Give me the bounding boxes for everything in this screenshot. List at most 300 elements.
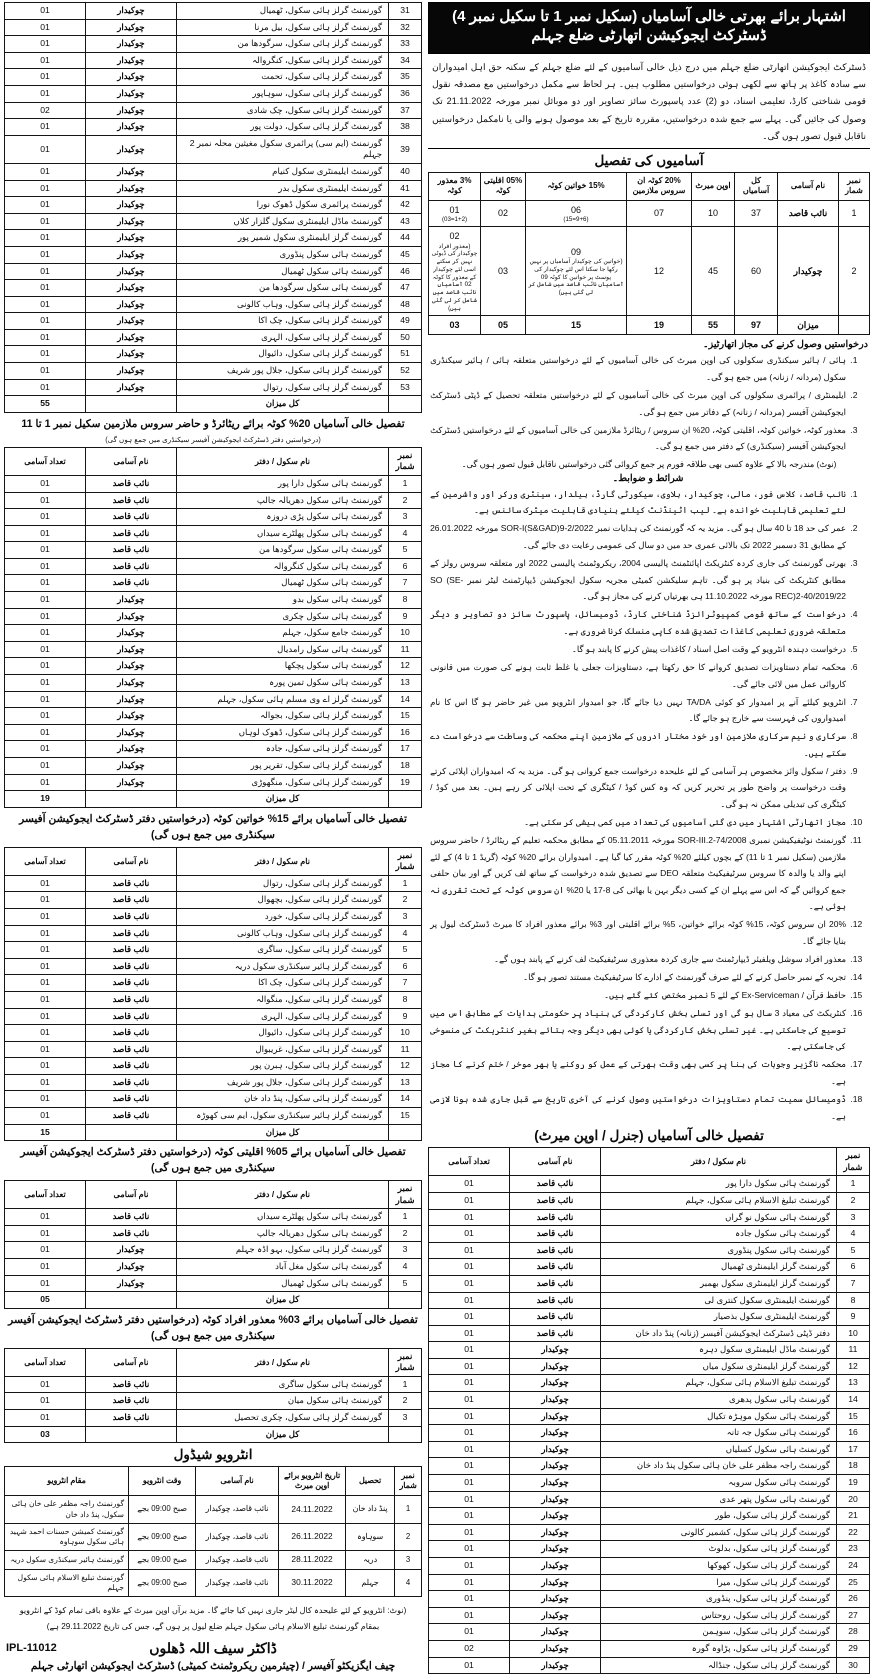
- list-item: 18. ڈومیسائل سمیت تمام دستاویزات درخواستیں وصول کرنے کی آخری تاریخ سے قبل جاری شدہ ہونا لازمی ہے۔: [430, 1091, 848, 1124]
- cell-sr: 12: [389, 1058, 422, 1075]
- cell-school: گورنمنٹ گرلز ہائی سکول، سوہاپور: [177, 85, 389, 102]
- cell-qty: 02: [5, 102, 86, 119]
- cell-qty: 01: [429, 1342, 510, 1359]
- cell-qty: 01: [5, 1108, 86, 1125]
- cell-qty: 01: [429, 1558, 510, 1575]
- col-school: نام سکول / دفتر: [177, 1348, 389, 1376]
- cell-sr: 29: [837, 1640, 870, 1657]
- cell-qty: 01: [5, 69, 86, 86]
- cell-school: گورنمنٹ گرلز ہائی سکول، تحمت: [177, 69, 389, 86]
- interview-schedule-table: [4, 1466, 422, 1597]
- table-row: [429, 1275, 870, 1292]
- disabled-table-title: تفصیل خالی آسامیاں برائے 03% معذور افراد کوٹہ (درخواستیں دفتر ڈسٹرکٹ ایجوکیشن آفیسر سیکنڈری میں جمع ہوں گی): [8, 1313, 418, 1342]
- inservice-table-body: [5, 475, 422, 790]
- cell-sr: 9: [389, 608, 422, 625]
- cell-date: 28.11.2022: [279, 1551, 346, 1569]
- cell-post: چوکیدار: [86, 625, 177, 642]
- cell-school: گورنمنٹ گرلز ہائی سکول، جلال پور شریف: [177, 363, 389, 380]
- cell-qty: 01: [429, 1491, 510, 1508]
- cell-post: چوکیدار: [86, 102, 177, 119]
- cell-sr: 1: [389, 875, 422, 892]
- cell-sr: 9: [837, 1309, 870, 1326]
- table-row: [5, 19, 422, 36]
- cell-total-label: کل میزان: [177, 1124, 389, 1141]
- cell-school: گورنمنٹ راجہ مظفر علی خان ہائی سکول پنڈ داد خان: [601, 1458, 837, 1475]
- cell-total-qty: 55: [5, 396, 86, 413]
- cell-minority: 03: [481, 227, 526, 316]
- signatory-designation: چیف ایگزیکٹو آفیسر / (چیئرمین ریکروٹمنٹ کمیٹی) ڈسٹرکٹ ایجوکیشن اتھارٹی جہلم: [30, 1659, 396, 1672]
- cell-post: چوکیدار: [86, 741, 177, 758]
- cell-school: گورنمنٹ گرلز ہائی سکول، جلال پور شریف: [177, 1074, 389, 1091]
- cell-women: 15: [526, 316, 627, 335]
- table-row: [5, 280, 422, 297]
- list-item: 2. ایلیمنٹری / پرائمری سکولوں کی اوپن میرٹ کی خالی آسامیوں کے لئے درخواستیں متعلقہ تحصیل کے ڈپٹی ڈسٹرکٹ ایجوکیشن آفیسر (مردانہ / زنانہ) کے دفاتر میں جمع ہو گی۔: [430, 387, 848, 420]
- cell-empty2: [86, 1124, 177, 1141]
- cell-sr: 4: [389, 525, 422, 542]
- cell-school: گورنمنٹ گرلز ایلیمنٹری سکول بھمبر: [601, 1275, 837, 1292]
- cell-post: نائب قاصد: [86, 1209, 177, 1226]
- table-row: [5, 1041, 422, 1058]
- cell-post: نائب قاصد، چوکیدار: [196, 1496, 279, 1524]
- cell-post: چوکیدار: [510, 1624, 601, 1641]
- table-row: [5, 1551, 422, 1569]
- table-row: [5, 1242, 422, 1259]
- cell-date: 26.11.2022: [279, 1523, 346, 1551]
- table-row: [429, 1458, 870, 1475]
- cell-post: چوکیدار: [86, 230, 177, 247]
- cell-school: گورنمنٹ گرلز ہائی سکول، ٹھمیال: [177, 3, 389, 20]
- list-item: 13. معذور افراد سوشل ویلفیئر ڈیپارٹمنٹ سے جاری کردہ معذوری سرٹیفیکیٹ لف کرنے کے پابند ہوں گے۔: [430, 951, 848, 968]
- cell-school: گورنمنٹ ہائی سکول ساگری: [177, 1376, 389, 1393]
- cell-open: 45: [692, 227, 735, 316]
- cell-sr: 3: [837, 1209, 870, 1226]
- cell-post: چوکیدار: [86, 641, 177, 658]
- cell-sr: 4: [389, 925, 422, 942]
- table-row: [5, 1496, 422, 1524]
- cell-post: چوکیدار: [86, 69, 177, 86]
- cell-school: گورنمنٹ گرلز ہائی سکول، دائیوال: [177, 1025, 389, 1042]
- cell-qty: 01: [5, 925, 86, 942]
- cell-empty2: [86, 396, 177, 413]
- table-row: [5, 52, 422, 69]
- general-vacancies-table: [428, 1147, 870, 1674]
- table-row: [5, 1225, 422, 1242]
- cell-post: چوکیدار: [86, 1259, 177, 1276]
- col-tehsil: تحصیل: [346, 1467, 395, 1496]
- cell-post: چوکیدار: [86, 329, 177, 346]
- cell-post: نائب قاصد: [86, 908, 177, 925]
- cell-sr: 12: [389, 658, 422, 675]
- minority-table-title: تفصیل خالی آسامیاں برائے 05% اقلیتی کوٹہ (درخواستیں دفتر ڈسٹرکٹ ایجوکیشن آفیسر سیکنڈری میں جمع ہوں گی): [20, 1146, 406, 1175]
- cell-sr: 15: [389, 708, 422, 725]
- cell-sr: 14: [389, 1091, 422, 1108]
- cell-post: چوکیدار: [86, 135, 177, 163]
- cell-qty: 01: [5, 1008, 86, 1025]
- table-total-row: [5, 396, 422, 413]
- cell-post: چوکیدار: [510, 1640, 601, 1657]
- cell-sr: 3: [389, 509, 422, 526]
- cell-school: گورنمنٹ گرلز ہائی سکول، طور: [601, 1508, 837, 1525]
- cell-qty: 01: [5, 280, 86, 297]
- list-item: 3. معذور کوٹہ، خواتین کوٹہ، اقلیتی کوٹہ، 20% ان سروس / ریٹائرڈ ملازمین کی خالی آسامیوں کے لئے درخواستیں ڈسٹرکٹ ایجوکیشن آفیسر (سیکنڈری) کے دفتر میں جمع ہو گی۔: [430, 422, 848, 455]
- cell-qty: 01: [5, 1041, 86, 1058]
- cell-school: گورنمنٹ ہائی سکول تمین پورہ: [177, 675, 389, 692]
- cell-tehsil: دریہ: [346, 1551, 395, 1569]
- cell-school: دفتر ڈپٹی ڈسٹرکٹ ایجوکیشن آفیسر (زنانہ) پنڈ داد خان: [601, 1325, 837, 1342]
- table-row: [5, 1393, 422, 1410]
- cell-total-qty: 03: [5, 1426, 86, 1443]
- cell-school: گورنمنٹ گرلز ہائی سکول، بدلوٹ: [601, 1541, 837, 1558]
- cell-post: چوکیدار: [86, 774, 177, 791]
- cell-empty: [389, 1124, 422, 1141]
- cell-sr: 14: [389, 691, 422, 708]
- cell-post: چوکیدار: [86, 379, 177, 396]
- cell-qty: 01: [5, 119, 86, 136]
- col-qty: تعداد آسامی: [5, 447, 86, 475]
- cell-qty: 01: [429, 1524, 510, 1541]
- cell-sr: 45: [389, 246, 422, 263]
- table-row: [5, 875, 422, 892]
- cell-date: 30.11.2022: [279, 1569, 346, 1597]
- cell-post: نائب قاصد: [86, 942, 177, 959]
- cell-empty: [389, 396, 422, 413]
- cell-school: گورنمنٹ گرلز ہائی سکول، چک اکا: [177, 313, 389, 330]
- cell-post: چوکیدار: [510, 1375, 601, 1392]
- cell-total-qty: 19: [5, 791, 86, 808]
- page-title: اشتہار برائے بھرتی خالی آسامیاں (سکیل نمبر 1 تا سکیل نمبر 4) ڈسٹرکٹ ایجوکیشن اتھارٹی ضلع جہلم: [428, 2, 870, 54]
- table-row: [5, 975, 422, 992]
- cell-qty: 01: [5, 85, 86, 102]
- cell-post: نائب قاصد: [86, 1108, 177, 1125]
- cell-school: گورنمنٹ تبلیغ الاسلام ہائی سکول، جہلم: [601, 1192, 837, 1209]
- col-sr: نمبر شمار: [389, 1181, 422, 1209]
- cell-school: گورنمنٹ جامع سکول، جہلم: [177, 625, 389, 642]
- cell-qty: 01: [5, 379, 86, 396]
- list-item: 9. دفتر / سکول وائز مخصوص ہر آسامی کے لئے علیحدہ درخواست جمع کروانی ہو گی۔ مزید یہ کہ امیدواران اپلائی کرتے وقت درخواست پر واضح طور پر تحریر کریں کہ وہ کس کوڈ / کیٹگری کے تحت اپلائی کر رہے ہیں۔ بعد میں کوڈ / کیٹگری کی تبدیلی ممکن نہ ہو گی۔: [430, 763, 848, 813]
- table-row: [5, 1074, 422, 1091]
- cell-empty: [389, 791, 422, 808]
- cell-school: گورنمنٹ گرلز ہائی سکول، منگوالہ: [177, 991, 389, 1008]
- cell-qty: 01: [429, 1275, 510, 1292]
- cell-sr: 50: [389, 329, 422, 346]
- table-row: [5, 492, 422, 509]
- cell-sr: 7: [837, 1275, 870, 1292]
- cell-sr: 7: [389, 575, 422, 592]
- table-row: [429, 227, 870, 316]
- cell-post: چوکیدار: [510, 1607, 601, 1624]
- cell-sr: 40: [389, 163, 422, 180]
- conditions-heading: شرائط و ضوابط۔: [612, 472, 684, 484]
- cell-sr: 7: [389, 975, 422, 992]
- cell-qty: 01: [5, 1209, 86, 1226]
- list-item: 3. بھرتی گورنمنٹ کی جاری کردہ کنٹریکٹ اپائنٹمنٹ پالیسی 2004، ریکروٹمنٹ پالیسی 2022 اور متعلقہ سروس رولز کے مطابق کنٹریکٹ کی بنیاد پر ہو گی۔ تاہم سلیکشن کمیٹی مجریہ سکول ایجوکیشن ڈیپارٹمنٹ لیٹر نمبر SO (SE-REC)2-40/2019/22 مورخہ 11.10.2022 ہی بھرتیاں کرنے کی مجاز ہو گی۔: [430, 555, 848, 605]
- cell-sr: 17: [389, 741, 422, 758]
- cell-school: گورنمنٹ ہائی سکول دارا پور: [601, 1176, 837, 1193]
- table-row: [5, 296, 422, 313]
- cell-school: گورنمنٹ ہائی سکول ٹھمیال: [177, 263, 389, 280]
- cell-sr: 28: [837, 1624, 870, 1641]
- cell-qty: 01: [5, 942, 86, 959]
- cell-school: گورنمنٹ ہائی سکول سروبہ: [601, 1475, 837, 1492]
- cell-school: گورنمنٹ (ایم سی) پرائمری سکول مغیثین محلہ نمبر 2 جہلم: [177, 135, 389, 163]
- col-post: نام آسامی: [778, 172, 839, 200]
- cell-sr: 11: [837, 1342, 870, 1359]
- table-row: [429, 1392, 870, 1409]
- col-time: وقت انٹرویو: [129, 1467, 196, 1496]
- cell-sr: 18: [389, 758, 422, 775]
- col-post: نام آسامی: [86, 447, 177, 475]
- cell-post: چوکیدار: [86, 758, 177, 775]
- col-open: اوپن میرٹ: [692, 172, 735, 200]
- cell-qty: 01: [5, 1242, 86, 1259]
- cell-sr: 16: [837, 1425, 870, 1442]
- cell-qty: 01: [429, 1325, 510, 1342]
- cell-qty: 01: [5, 1225, 86, 1242]
- cell-qty: 01: [5, 213, 86, 230]
- cell-sr: 26: [837, 1591, 870, 1608]
- cell-qty: 01: [5, 1409, 86, 1426]
- table-row: [5, 675, 422, 692]
- table-row: [429, 1342, 870, 1359]
- cell-qty: 01: [5, 608, 86, 625]
- cell-post: چوکیدار: [510, 1508, 601, 1525]
- cell-post: نائب قاصد، چوکیدار: [196, 1523, 279, 1551]
- col-school: نام سکول / دفتر: [177, 447, 389, 475]
- cell-qty: 02: [429, 1640, 510, 1657]
- cell-sr: 15: [837, 1408, 870, 1425]
- cell-post: نائب قاصد: [510, 1309, 601, 1326]
- table-row: [5, 592, 422, 609]
- cell-total: 97: [735, 316, 778, 335]
- cell-post: چوکیدار: [86, 691, 177, 708]
- cell-sr: 2: [839, 227, 870, 316]
- cell-sr: 1: [395, 1496, 422, 1524]
- col-sr: نمبر شمار: [389, 847, 422, 875]
- cell-school: گورنمنٹ گرلز ہائی سکول، ڈھوک لوہاں: [177, 724, 389, 741]
- signatory-name: ڈاکٹر سیف اللہ ڈھلوں: [149, 1639, 277, 1656]
- cell-qty: 01: [5, 52, 86, 69]
- right-column: [428, 2, 870, 1670]
- cell-school: گورنمنٹ ایلیمنٹری سکول کنیام: [177, 163, 389, 180]
- col-minority: 05% اقلیتی کوٹہ: [481, 172, 526, 200]
- cell-sr: 10: [837, 1325, 870, 1342]
- table-row: [5, 774, 422, 791]
- cell-qty: 01: [429, 1242, 510, 1259]
- cell-tehsil: جہلم: [346, 1569, 395, 1597]
- list-item: 17. محکمہ ناگزیر وجوہات کی بنا پر کسی بھی وقت بھرتی کے عمل کو روکنے یا بھر موخر / ختم کرنے کا مجاز ہے۔: [430, 1056, 848, 1089]
- cell-qty: 01: [5, 892, 86, 909]
- cell-sr: 41: [389, 180, 422, 197]
- cell-sr: 2: [389, 1225, 422, 1242]
- col-post: نام آسامی: [86, 847, 177, 875]
- table-row: [429, 1441, 870, 1458]
- cell-school: گورنمنٹ گرلز ہائیر سیکنڈری سکول، ایم سی کھوڑہ: [177, 1108, 389, 1125]
- cell-post: نائب قاصد: [86, 492, 177, 509]
- cell-qty: 01: [5, 1393, 86, 1410]
- table-row: [5, 263, 422, 280]
- cell-total-label: کل میزان: [177, 396, 389, 413]
- inservice-table-title: تفصیل خالی آسامیاں 20% کوٹہ برائے ریٹائرڈ و حاضر سروس ملازمین سکیل نمبر 1 تا 11: [21, 417, 405, 430]
- cell-sr: 13: [837, 1375, 870, 1392]
- cell-post: چوکیدار: [510, 1392, 601, 1409]
- cell-sr: 19: [389, 774, 422, 791]
- cell-qty: 01: [5, 3, 86, 20]
- cell-post: چوکیدار: [510, 1441, 601, 1458]
- table-row: [429, 1624, 870, 1641]
- cell-qty: 01: [5, 363, 86, 380]
- cell-post: نائب قاصد: [510, 1259, 601, 1276]
- cell-women: [526, 227, 627, 316]
- disabled-note: (معذور افراد چوکیدار کی ڈیوٹی نہیں کر سکتے اسی لئے چوکیدار کے معذور کا کوٹہ 02 آسامیاں نائب قاصد میں شامل کر لی گئی ہیں): [431, 242, 478, 312]
- cell-sr: 6: [389, 958, 422, 975]
- table-header-row: [5, 1348, 422, 1376]
- table-total-row: [5, 791, 422, 808]
- cell-total-label: میزان: [778, 316, 839, 335]
- table-row: [429, 1524, 870, 1541]
- cell-qty: 01: [5, 180, 86, 197]
- cell-post: چوکیدار: [510, 1574, 601, 1591]
- cell-school: گورنمنٹ گرلز ہائی سکول، بچھوال: [177, 892, 389, 909]
- cell-sr: 19: [837, 1475, 870, 1492]
- inservice-table-subnote: (درخواستیں دفتر ڈسٹرکٹ ایجوکیشن آفیسر سیکنڈری میں جمع ہوں گی): [105, 434, 321, 444]
- table-row: [429, 1657, 870, 1674]
- cell-school: گورنمنٹ گرلز ہائی سکول، چک شادی: [177, 102, 389, 119]
- cell-school: گورنمنٹ ہائی سکول موہڑہ تکیال: [601, 1408, 837, 1425]
- table-total-row: [429, 316, 870, 335]
- table-row: [429, 1192, 870, 1209]
- cell-time: صبح 09:00 بجے: [129, 1569, 196, 1597]
- cell-school: گورنمنٹ ہائی سکول پدھری: [601, 1392, 837, 1409]
- cell-school: گورنمنٹ گرلز ہائی سکول، الہری: [177, 1008, 389, 1025]
- cell-post: نائب قاصد: [510, 1192, 601, 1209]
- table-row: [5, 379, 422, 396]
- cell-post: نائب قاصد: [86, 1376, 177, 1393]
- table-row: [429, 1491, 870, 1508]
- table-total-row: [5, 1124, 422, 1141]
- table-header-row: [5, 1181, 422, 1209]
- col-women: 15% خواتین کوٹہ: [526, 172, 627, 200]
- intro-paragraph: ڈسٹرکٹ ایجوکیشن اتھارٹی ضلع جہلم میں درج ذیل خالی آسامیوں کے لئے ضلع جہلم کے سکنہ حق اہل امیدواران سے سادہ کاغذ پر ہاتھ سے لکھی ہوئی درخواستیں مطلوب ہیں۔ ہر لحاظ سے مکمل درخواستیں مع مصدقہ نقول قومی شناختی کارڈ، تعلیمی اسناد، دو (2) عدد پاسپورٹ سائز تصاویر اور دو موبائل نمبر مورخہ 21.11.2022 تک وصول کی جائیں گی۔ پہلے سے جمع شدہ درخواستیں، مقررہ تاریخ کے بعد موصول ہونے والی یا نامکمل درخواستیں ناقابل قبول تصور ہوں گی۔: [428, 54, 870, 149]
- cell-qty: 01: [5, 346, 86, 363]
- cell-post: نائب قاصد، چوکیدار: [196, 1551, 279, 1569]
- col-date: تاریخ انٹرویو برائے اوپن میرٹ: [279, 1467, 346, 1496]
- col-post: نام آسامی: [86, 1348, 177, 1376]
- cell-school: گورنمنٹ گرلز ہائی سکول، تقریر پور: [177, 758, 389, 775]
- cell-sr: 20: [837, 1491, 870, 1508]
- cell-school: گورنمنٹ گرلز ہائی سکول، کشمیر کالونی: [601, 1524, 837, 1541]
- cell-place: گورنمنٹ کمیشن حسنات احمد شہید ہائی سکول سوہاوہ: [5, 1523, 129, 1551]
- table-row: [5, 758, 422, 775]
- cell-empty2: [86, 791, 177, 808]
- table-row: [5, 363, 422, 380]
- disabled-note: (1+2=03): [441, 215, 468, 223]
- cell-school: گورنمنٹ گرلز ہائیر سیکنڈری سکول دریہ: [177, 958, 389, 975]
- cell-post: چوکیدار: [86, 1242, 177, 1259]
- cell-sr: 2: [395, 1523, 422, 1551]
- col-sr: نمبر شمار: [839, 172, 870, 200]
- cell-open: 55: [692, 316, 735, 335]
- cell-school: گورنمنٹ ہائی سکول ٹھمیال: [177, 1275, 389, 1292]
- cell-qty: 01: [5, 1259, 86, 1276]
- cell-post: نائب قاصد: [86, 875, 177, 892]
- table-header-row: [429, 172, 870, 200]
- cell-time: صبح 09:00 بجے: [129, 1523, 196, 1551]
- list-item: 1. نائب قاصد، کلاس فور، مالی، چوکیدار، بلاوی، سیکورٹی گارڈ، بیلدار، سینٹری ورکر اور واشرمین کے لئے تعلیمی قابلیت خواندہ ہے۔ لیب اٹینڈنٹ کیلئے بنیادی قابلیت میٹرک سائنس ہے۔: [430, 486, 848, 519]
- cell-school: گورنمنٹ ہائی سکول دھریالہ جالپ: [177, 492, 389, 509]
- cell-sr: 6: [837, 1259, 870, 1276]
- table-row: [5, 119, 422, 136]
- table-row: [5, 1025, 422, 1042]
- cell-school: گورنمنٹ ایلیمنٹری سکول بذصیار: [601, 1309, 837, 1326]
- cell-qty: 01: [429, 1441, 510, 1458]
- authority-heading: درخواستیں وصول کرنے کی مجاز اتھارٹیز۔: [702, 339, 868, 351]
- cell-post: نائب قاصد: [86, 1041, 177, 1058]
- cell-qty: 01: [5, 1025, 86, 1042]
- left-column: [4, 2, 422, 1672]
- cell-total-qty: 15: [5, 1124, 86, 1141]
- table-row: [5, 892, 422, 909]
- women-table-title: تفصیل خالی آسامیاں برائے 15% خواتین کوٹہ (درخواستیں دفتر ڈسٹرکٹ ایجوکیشن آفیسر سیکنڈری میں جمع ہوں گی): [19, 812, 407, 841]
- cell-post: چوکیدار: [86, 246, 177, 263]
- table-row: [5, 475, 422, 492]
- women-note: (9+6=15): [563, 215, 589, 223]
- women-table-body: [5, 875, 422, 1124]
- cell-post: چوکیدار: [86, 197, 177, 214]
- cell-post: نائب قاصد: [86, 1025, 177, 1042]
- cell-post: چوکیدار: [86, 3, 177, 20]
- cell-women: [526, 200, 627, 227]
- cell-post: نائب قاصد: [86, 958, 177, 975]
- cell-post: نائب قاصد: [86, 1393, 177, 1410]
- cell-tehsil: پنڈ داد خان: [346, 1496, 395, 1524]
- cell-school: گورنمنٹ گرلز ہائی سکول، ساگری: [177, 942, 389, 959]
- cell-sr: 27: [837, 1607, 870, 1624]
- cell-post: نائب قاصد: [86, 475, 177, 492]
- table-row: [429, 1325, 870, 1342]
- table-row: [5, 542, 422, 559]
- cell-school: گورنمنٹ ہائی سکول دھریالہ جالپ: [177, 1225, 389, 1242]
- cell-school: گورنمنٹ گرلز ہائی سکول، پنڈ داد خان: [177, 1091, 389, 1108]
- cell-qty: 01: [5, 1376, 86, 1393]
- cell-qty: 01: [429, 1425, 510, 1442]
- cell-sr: 10: [389, 625, 422, 642]
- cell-school: گورنمنٹ ہائی سکول پھلٹرے سیداں: [177, 1209, 389, 1226]
- cell-school: گورنمنٹ گرلز ہائی سکول، پنڈوری: [601, 1591, 837, 1608]
- cell-sr: 51: [389, 346, 422, 363]
- cell-post: نائب قاصد: [510, 1242, 601, 1259]
- cell-post: نائب قاصد: [510, 1209, 601, 1226]
- cell-inservice: 12: [627, 227, 692, 316]
- table-row: [5, 991, 422, 1008]
- cell-school: گورنمنٹ ہائی سکول پنڈوری: [177, 246, 389, 263]
- disabled-vacancies-table: [4, 1348, 422, 1444]
- table-row: [429, 1558, 870, 1575]
- cell-school: گورنمنٹ ہائی سکول دارا پور: [177, 475, 389, 492]
- cell-post: نائب قاصد: [86, 509, 177, 526]
- cell-school: گورنمنٹ گرلز اے وی مسلم ہائی سکول، جہلم: [177, 691, 389, 708]
- table-row: [5, 1275, 422, 1292]
- cell-school: گورنمنٹ ہائی سکول پچکھا: [177, 658, 389, 675]
- table-row: [5, 908, 422, 925]
- cell-post: چوکیدار: [510, 1591, 601, 1608]
- cell-empty: [839, 316, 870, 335]
- list-item: 4. درخواست کے ساتھ قومی کمپیوٹرائزڈ شناختی کارڈ، ڈومیسائل، پاسپورٹ سائز دو تصاویر و دیگر متعلقہ ضروری تعلیمی کاغذات تصدیق شدہ کاپی منسلک کرنا ضروری ہے۔: [430, 606, 848, 639]
- cell-qty: 01: [5, 558, 86, 575]
- table-row: [5, 246, 422, 263]
- cell-school: گورنمنٹ گرلز ہائی سکول، میرا: [601, 1574, 837, 1591]
- cell-empty: [389, 1292, 422, 1309]
- table-row: [5, 213, 422, 230]
